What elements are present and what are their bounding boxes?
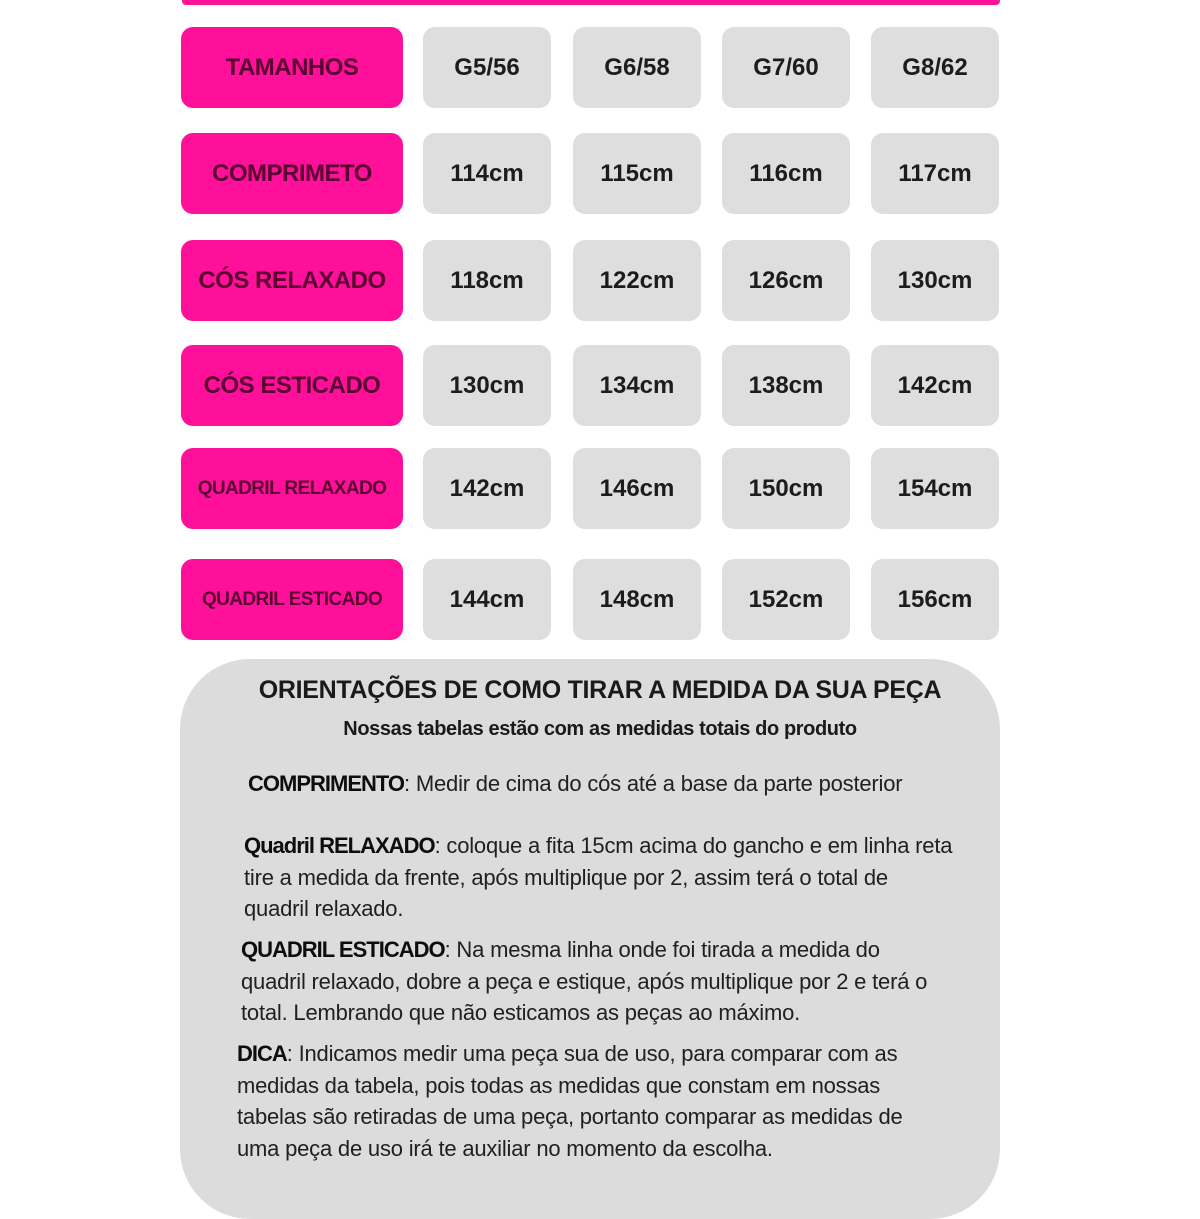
measure-cell: 138cm xyxy=(722,345,850,426)
measure-cell: 146cm xyxy=(573,448,701,529)
guide-term: QUADRIL ESTICADO xyxy=(241,937,445,962)
measure-cell: 134cm xyxy=(573,345,701,426)
guide-text: : Na mesma linha onde foi tirada a medida do quadril relaxado, dobre a peça e estique, após multiplique por 2 e terá o total. Lembrando que não esticamos as peças ao máximo. xyxy=(241,937,928,1025)
measure-cell: 130cm xyxy=(423,345,551,426)
size-cell: G8/62 xyxy=(871,27,999,108)
row-label-cos-relaxado: CÓS RELAXADO xyxy=(181,240,403,321)
guide-title: ORIENTAÇÕES DE COMO TIRAR A MEDIDA DA SUA PEÇA xyxy=(258,676,942,704)
measure-cell: 150cm xyxy=(722,448,850,529)
measure-cell: 122cm xyxy=(573,240,701,321)
row-label-cos-esticado: CÓS ESTICADO xyxy=(181,345,403,426)
row-label-tamanhos: TAMANHOS xyxy=(181,27,403,108)
guide-item-quadril-esticado xyxy=(241,934,931,1029)
measure-cell: 116cm xyxy=(722,133,850,214)
guide-text: : Medir de cima do cós até a base da parte posterior xyxy=(404,771,903,796)
guide-term: DICA xyxy=(237,1041,287,1066)
size-cell: G7/60 xyxy=(722,27,850,108)
measure-cell: 118cm xyxy=(423,240,551,321)
measure-cell: 156cm xyxy=(871,559,999,640)
row-label-quadril-relaxado: QUADRIL RELAXADO xyxy=(181,448,403,529)
guide-item-quadril-relaxado xyxy=(244,830,956,925)
measure-cell: 144cm xyxy=(423,559,551,640)
guide-term: Quadril RELAXADO xyxy=(244,833,435,858)
row-label-quadril-esticado: QUADRIL ESTICADO xyxy=(181,559,403,640)
guide-item-comprimento xyxy=(248,768,968,800)
measure-cell: 117cm xyxy=(871,133,999,214)
measure-cell: 142cm xyxy=(871,345,999,426)
measure-cell: 142cm xyxy=(423,448,551,529)
guide-term: COMPRIMENTO xyxy=(248,771,405,796)
measure-cell: 130cm xyxy=(871,240,999,321)
guide-item-dica xyxy=(237,1038,943,1164)
measure-cell: 148cm xyxy=(573,559,701,640)
measure-cell: 154cm xyxy=(871,448,999,529)
top-accent-bar xyxy=(182,0,1000,5)
size-cell: G6/58 xyxy=(573,27,701,108)
measure-cell: 114cm xyxy=(423,133,551,214)
measure-cell: 126cm xyxy=(722,240,850,321)
measure-cell: 152cm xyxy=(722,559,850,640)
row-label-comprimento: COMPRIMETO xyxy=(181,133,403,214)
size-cell: G5/56 xyxy=(423,27,551,108)
guide-text: : coloque a fita 15cm acima do gancho e em linha reta tire a medida da frente, após multiplique por 2, assim terá o total de quadril relaxado. xyxy=(244,833,953,921)
guide-text: : Indicamos medir uma peça sua de uso, para comparar com as medidas da tabela, pois todas as medidas que constam em nossas tabelas são retiradas de uma peça, portanto comparar as medidas de uma peça de uso irá te auxiliar no momento da escolha. xyxy=(237,1041,903,1161)
measure-cell: 115cm xyxy=(573,133,701,214)
guide-subtitle: Nossas tabelas estão com as medidas totais do produto xyxy=(343,718,857,740)
